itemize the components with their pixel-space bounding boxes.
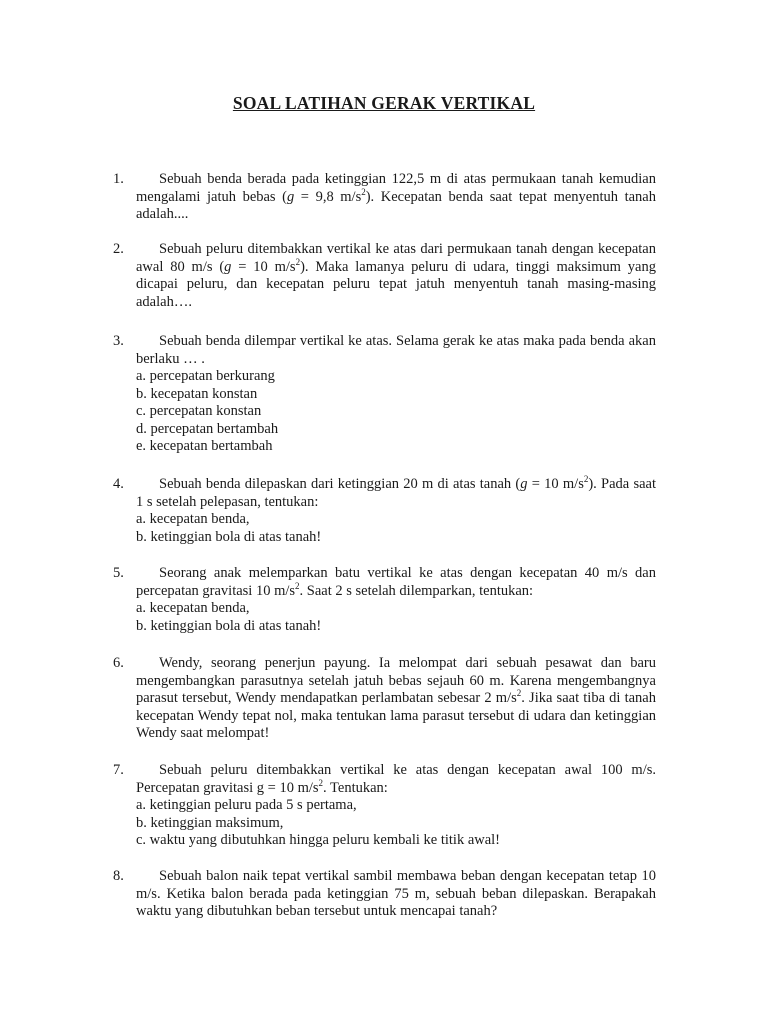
- question-number: 2.: [113, 241, 124, 257]
- question-text: Wendy, seorang penerjun payung. Ia melompat dari sebuah pesawat dan baru mengembangkan parasutnya setelah jatuh bebas sejauh 60 m. Karena mengembangnya parasut tersebut, Wendy mendapatkan perlambatan sebesar 2 $m/s^2$. Jika saat tiba di tanah kecepatan Wendy tepat nol, maka tentukan lama parasut tersebut di udara dan ketinggian Wendy saat melompat!: [136, 655, 656, 741]
- question-number: 5.: [113, 565, 124, 581]
- option-b: b. ketinggian bola di atas tanah!: [136, 617, 322, 634]
- question-7: [113, 762, 656, 850]
- question-number: 8.: [113, 868, 124, 884]
- document-title: SOAL LATIHAN GERAK VERTIKAL: [232, 93, 536, 113]
- options-list: [136, 797, 656, 850]
- option-e: e. kecepatan bertambah: [136, 438, 273, 454]
- option-a: a. ketinggian peluru pada 5 s pertama,: [136, 797, 357, 813]
- question-number: 4.: [113, 476, 124, 492]
- options-list: [136, 368, 656, 456]
- question-5: [113, 565, 656, 635]
- option-c: c. waktu yang dibutuhkan hingga peluru kembali ke titik awal!: [136, 832, 501, 848]
- question-4: [113, 476, 656, 546]
- question-text: Sebuah benda dilepaskan dari ketinggian 20 m di atas tanah (g = 10 $m/s^2$). Pada saat 1 s setelah pelepasan, tentukan:: [136, 474, 656, 510]
- question-number: 7.: [113, 762, 124, 778]
- options-list: [136, 600, 656, 635]
- option-c: c. percepatan konstan: [136, 403, 262, 419]
- question-8: [113, 868, 656, 921]
- question-text: Sebuah peluru ditembakkan vertikal ke atas dengan kecepatan awal 100 m/s. Percepatan gravitasi g = 10 $m/s^2$. Tentukan:: [136, 762, 656, 796]
- question-1: [113, 171, 656, 224]
- option-a: a. kecepatan benda,: [136, 600, 250, 616]
- question-text: Sebuah benda dilempar vertikal ke atas. Selama gerak ke atas maka pada benda akan berlaku … .: [136, 333, 656, 367]
- question-text: Sebuah balon naik tepat vertikal sambil membawa beban dengan kecepatan tetap 10 m/s. Ketika balon berada pada ketinggian 75 m, sebuah beban dilepaskan. Berapakah waktu yang dibutuhkan beban tersebut untuk mencapai tanah?: [136, 868, 656, 919]
- question-text: Sebuah peluru ditembakkan vertikal ke atas dari permukaan tanah dengan kecepatan awal 80 m/s (g = 10 $m/s^2$). Maka lamanya peluru di udara, tinggi maksimum yang dicapai peluru, dan kecepatan peluru tepat jatuh menyentuh tanah masing-masing adalah….: [136, 241, 656, 310]
- option-a: a. kecepatan benda,: [136, 511, 250, 527]
- option-d: d. percepatan bertambah: [136, 420, 279, 437]
- question-number: 3.: [113, 333, 124, 349]
- option-b: b. kecepatan konstan: [136, 385, 258, 402]
- question-3: [113, 333, 656, 456]
- question-6: [113, 655, 656, 743]
- option-a: a. percepatan berkurang: [136, 368, 275, 384]
- question-2: [113, 241, 656, 311]
- question-text: Seorang anak melemparkan batu vertikal ke atas dengan kecepatan 40 m/s dan percepatan gravitasi 10 $m/s^2$. Saat 2 s setelah dilemparkan, tentukan:: [136, 565, 656, 599]
- question-number: 6.: [113, 655, 124, 671]
- options-list: [136, 511, 656, 546]
- question-text: Sebuah benda berada pada ketinggian 122,5 m di atas permukaan tanah kemudian mengalami jatuh bebas (g = 9,8 $m/s^2$). Kecepatan benda saat tepat menyentuh tanah adalah....: [136, 171, 656, 222]
- question-number: 1.: [113, 171, 124, 187]
- option-b: b. ketinggian bola di atas tanah!: [136, 528, 322, 545]
- option-b: b. ketinggian maksimum,: [136, 814, 284, 831]
